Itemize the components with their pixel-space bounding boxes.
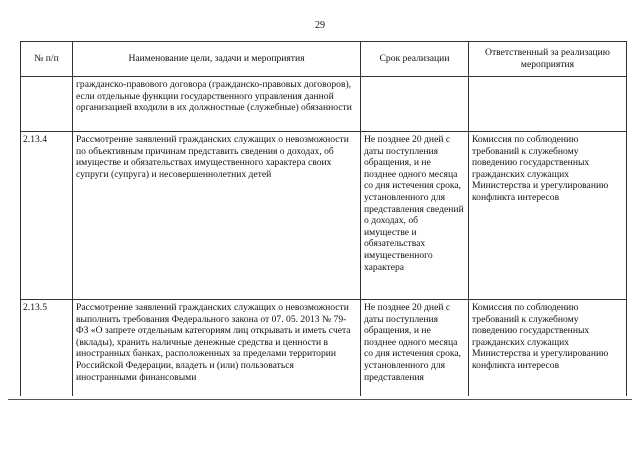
page-number: 29 [315, 20, 325, 31]
row-responsible: Комиссия по соблюдению требований к служебному поведению государственных гражданских служащих Министерства и урегулированию конфликта интересов [469, 300, 627, 397]
header-term: Срок реализации [361, 42, 469, 77]
row-number: 2.13.5 [21, 300, 73, 397]
row-term: Не позднее 20 дней с даты поступления обращения, и не позднее одного месяца со дня истечения срока, установленного для представления [361, 300, 469, 397]
row-responsible [469, 77, 627, 132]
table-header-row [21, 42, 627, 77]
row-term [361, 77, 469, 132]
row-term: Не позднее 20 дней с даты поступления обращения, и не позднее одного месяца со дня истечения срока, установленного для представления сведений о доходах, об имуществе и обязательствах имущественного характера [361, 132, 469, 300]
table-row [21, 132, 627, 300]
row-name: гражданско-правового договора (гражданско-правовых договоров), если отдельные функции государственного управления данной организацией входили в их должностные (служебные) обязанности [73, 77, 361, 132]
header-number: № п/п [21, 42, 73, 77]
row-responsible: Комиссия по соблюдению требований к служебному поведению государственных гражданских служащих Министерства и урегулированию конфликта интересов [469, 132, 627, 300]
measures-table [20, 41, 627, 396]
page-cut-line [8, 399, 632, 400]
table-row [21, 300, 627, 397]
table-row [21, 77, 627, 132]
row-number [21, 77, 73, 132]
header-name: Наименование цели, задачи и мероприятия [73, 42, 361, 77]
row-number: 2.13.4 [21, 132, 73, 300]
row-name: Рассмотрение заявлений гражданских служащих о невозможности выполнить требования Федерального закона от 07. 05. 2013 № 79-ФЗ «О запрете отдельным категориям лиц открывать и иметь счета (вклады), хранить наличные денежные средства и ценности в иностранных банках, расположенных за пределами территории Российской Федерации, владеть и (или) пользоваться иностранными финансовыми [73, 300, 361, 397]
row-name: Рассмотрение заявлений гражданских служащих о невозможности по объективным причинам представить сведения о доходах, об имуществе и обязательствах имущественного характера своих супруги (супруга) и несовершеннолетних детей [73, 132, 361, 300]
header-responsible: Ответственный за реализацию мероприятия [469, 42, 627, 77]
